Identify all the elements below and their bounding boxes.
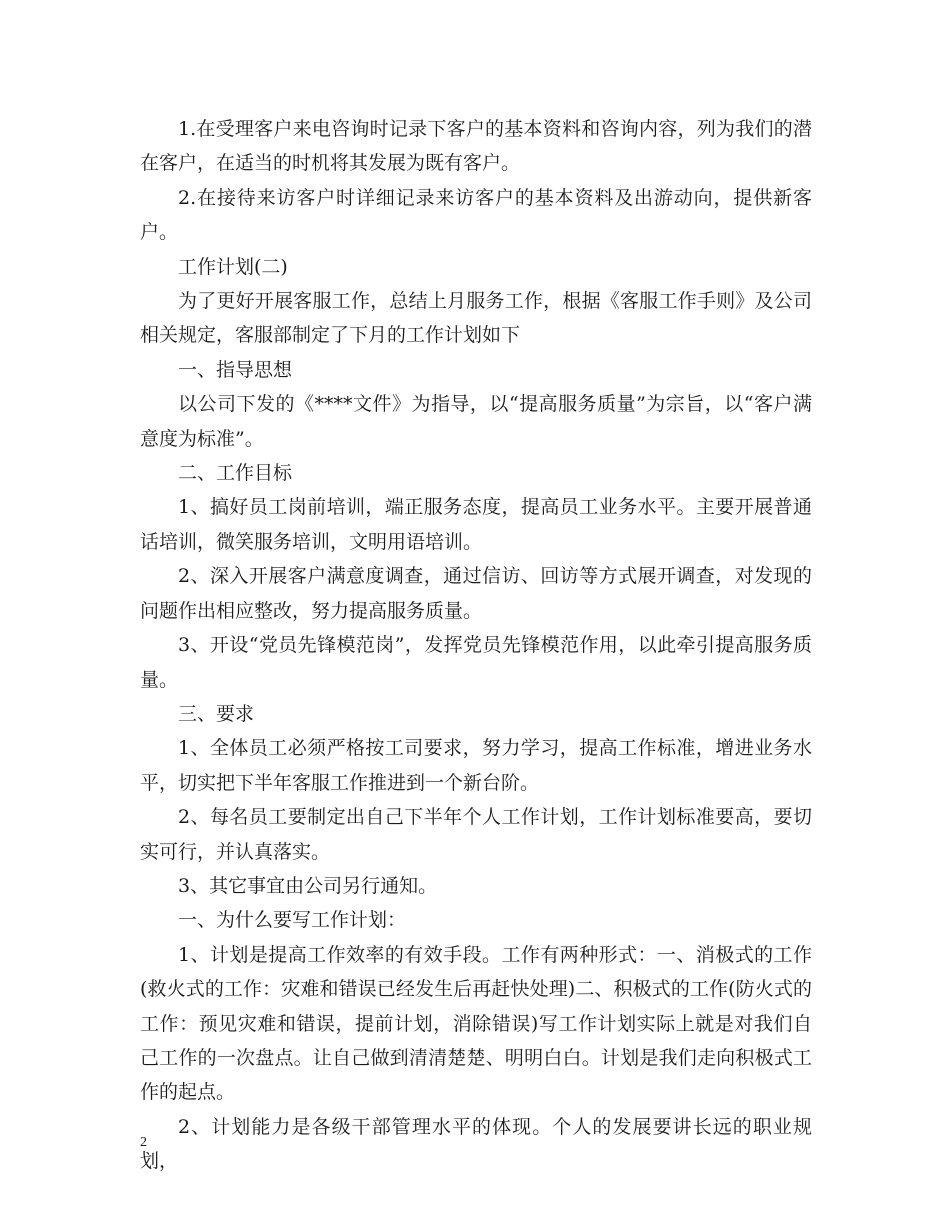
paragraph-guiding-ideology: 以公司下发的《****文件》为指导，以“提高服务质量”为宗旨，以“客户满意度为标准”。 <box>140 393 812 450</box>
goal-item-2: 2、深入开展客户满意度调查，通过信访、回访等方式展开调查，对发现的问题作出相应整改，努力提高服务质量。 <box>140 565 812 622</box>
goal-item-3: 3、开设“党员先锋模范岗”，发挥党员先锋模范作用，以此牵引提高服务质量。 <box>140 634 812 691</box>
section-title-work-plan-2: 工作计划(二) <box>178 255 288 278</box>
reason-item-1: 1、计划是提高工作效率的有效手段。工作有两种形式：一、消极式的工作(救火式的工作：灾难和错误已经发生后再赶快处理)二、积极式的工作(防火式的工作：预见灾难和错误，提前计划，消除错误)写工作计划实际上就是对我们自己工作的一次盘点。让自己做到清清楚楚、明明白白。计划是我们走向积极式工作的起点。 <box>140 943 812 1104</box>
goal-item-1: 1、搞好员工岗前培训，端正服务态度，提高员工业务水平。主要开展普通话培训，微笑服务培训，文明用语培训。 <box>140 496 812 553</box>
heading-requirements: 三、要求 <box>178 702 255 725</box>
paragraph-1: 1.在受理客户来电咨询时记录下客户的基本资料和咨询内容，列为我们的潜在客户，在适当的时机将其发展为既有客户。 <box>140 118 812 175</box>
document-body <box>140 112 812 1179</box>
requirement-item-1: 1、全体员工必须严格按工司要求，努力学习，提高工作标准，增进业务水平，切实把下半年客服工作推进到一个新台阶。 <box>140 737 812 794</box>
requirement-item-3: 3、其它事宜由公司另行通知。 <box>178 874 438 897</box>
reason-item-2: 2、计划能力是各级干部管理水平的体现。个人的发展要讲长远的职业规划， <box>140 1115 812 1173</box>
requirement-item-2: 2、每名员工要制定出自己下半年个人工作计划，工作计划标准要高，要切实可行，并认真落实。 <box>140 806 812 863</box>
paragraph-intro: 为了更好开展客服工作，总结上月服务工作，根据《客服工作手则》及公司相关规定，客服部制定了下月的工作计划如下 <box>140 290 812 347</box>
heading-why-write-plan: 一、为什么要写工作计划： <box>178 909 407 932</box>
heading-guiding-ideology: 一、指导思想 <box>178 358 293 381</box>
page-number: 2 <box>140 1135 147 1150</box>
paragraph-2: 2.在接待来访客户时详细记录来访客户的基本资料及出游动向，提供新客户。 <box>140 186 812 244</box>
heading-work-goals: 二、工作目标 <box>178 462 293 485</box>
